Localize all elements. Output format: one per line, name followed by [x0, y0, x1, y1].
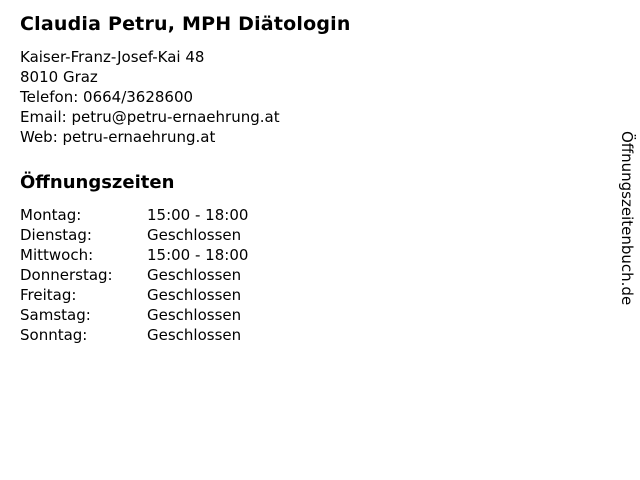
day-label: Dienstag:: [20, 226, 92, 244]
day-label: Montag:: [20, 206, 82, 224]
time-value: Geschlossen: [147, 266, 242, 284]
opening-hours-table: [20, 205, 600, 345]
table-row: [20, 265, 600, 285]
time-value: Geschlossen: [147, 286, 242, 304]
address-street-line: Kaiser-Franz-Josef-Kai 48: [20, 48, 205, 66]
table-row: [20, 305, 600, 325]
opening-hours-heading: Öffnungszeiten: [20, 172, 175, 193]
day-label: Donnerstag:: [20, 266, 113, 284]
website-line: Web: petru-ernaehrung.at: [20, 128, 216, 146]
day-label: Freitag:: [20, 286, 77, 304]
contact-block: [20, 47, 600, 147]
day-label: Samstag:: [20, 306, 91, 324]
table-row: [20, 205, 600, 225]
table-row: [20, 245, 600, 265]
business-info: [20, 12, 600, 345]
table-row: [20, 325, 600, 345]
time-value: Geschlossen: [147, 306, 242, 324]
phone-line: Telefon: 0664/3628600: [20, 88, 194, 106]
time-value: Geschlossen: [147, 326, 242, 344]
email-line: Email: petru@petru-ernaehrung.at: [20, 108, 280, 126]
time-value: 15:00 - 18:00: [147, 246, 249, 264]
address-city-line: 8010 Graz: [20, 68, 98, 86]
table-row: [20, 285, 600, 305]
time-value: Geschlossen: [147, 226, 242, 244]
day-label: Sonntag:: [20, 326, 88, 344]
table-row: [20, 225, 600, 245]
day-label: Mittwoch:: [20, 246, 94, 264]
watermark-vertical-text: Öffnungszeitenbuch.de: [618, 131, 636, 306]
page-title: Claudia Petru, MPH Diätologin: [20, 13, 351, 35]
time-value: 15:00 - 18:00: [147, 206, 249, 224]
